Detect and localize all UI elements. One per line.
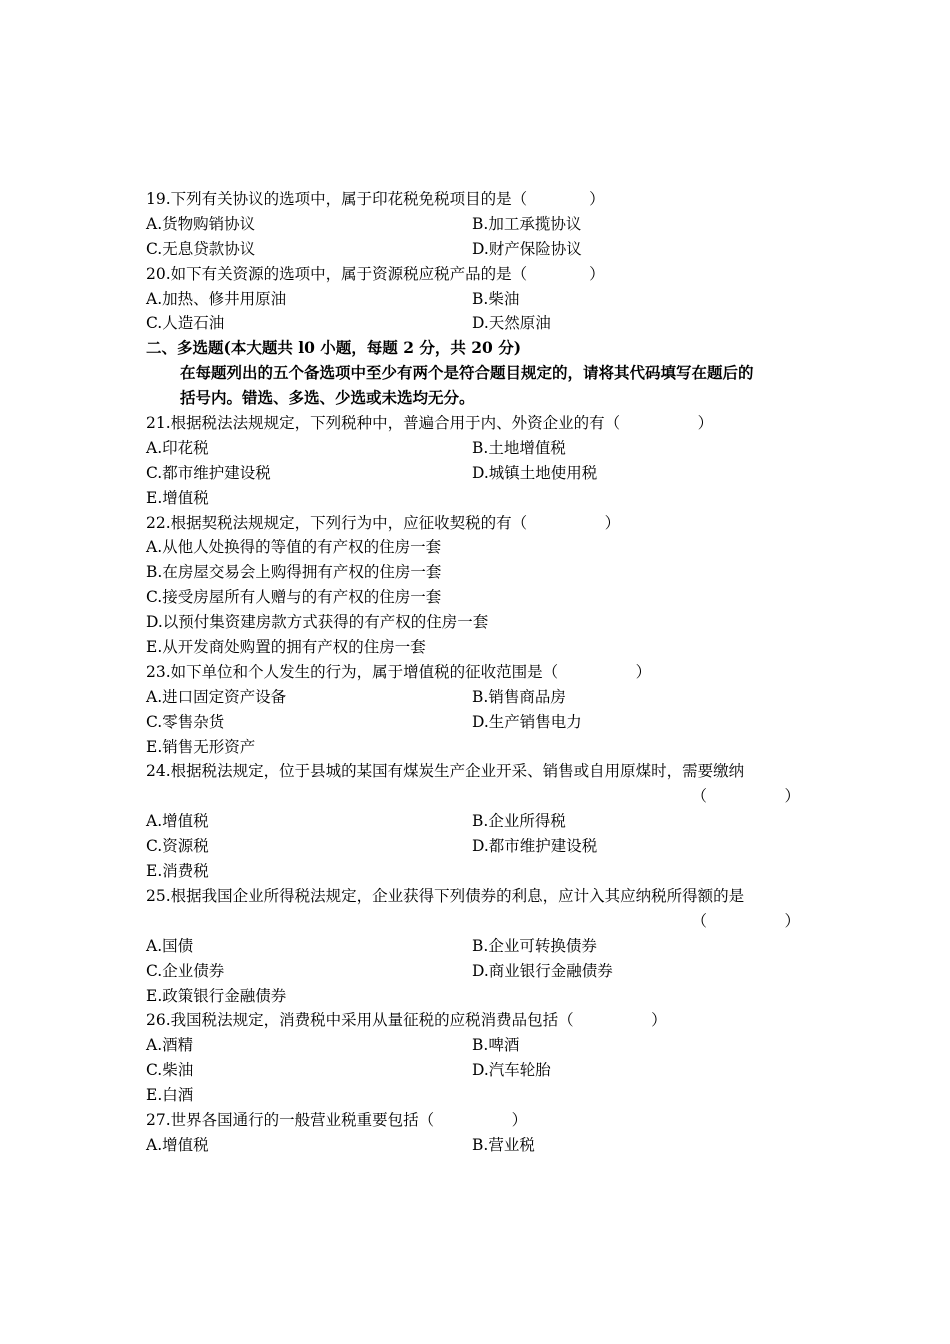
question-stem: 19.下列有关协议的选项中，属于印花税免税项目的是（ ）: [146, 190, 605, 208]
question-stem: 27.世界各国通行的一般营业税重要包括（ ）: [146, 1110, 528, 1129]
options-row: [146, 461, 806, 486]
option: A.从他人处换得的等值的有产权的住房一套: [146, 538, 442, 557]
options-row: [146, 311, 806, 336]
option: D.财产保险协议: [472, 239, 582, 258]
question-stem: 24.根据税法规定，位于县城的某国有煤炭生产企业开采、销售或自用原煤时，需要缴纳: [146, 762, 745, 781]
answer-parentheses-line: [146, 909, 806, 934]
option: D.以预付集资建房款方式获得的有产权的住房一套: [146, 613, 489, 632]
section-instructions: 在每题列出的五个备选项中至少有两个是符合题目规定的，请将其代码填写在题后的: [180, 363, 754, 383]
option: E.从开发商处购置的拥有产权的住房一套: [146, 638, 426, 657]
option: C.都市维护建设税: [146, 463, 271, 482]
option: A.酒精: [146, 1036, 194, 1055]
option: B.柴油: [472, 289, 520, 308]
section-title: 二、多选题(本大题共 l0 小题，每题 2 分，共 20 分): [146, 338, 522, 358]
option: B.在房屋交易会上购得拥有产权的住房一套: [146, 563, 442, 582]
exam-content: [146, 187, 806, 1158]
question-stem: 22.根据契税法规规定，下列行为中，应征收契税的有（ ）: [146, 513, 621, 532]
option: D.商业银行金融债券: [472, 961, 613, 980]
options-row: [146, 685, 806, 710]
section-instructions: 括号内。错选、多选、少选或未选均无分。: [180, 388, 475, 408]
options-row: [146, 809, 806, 834]
option: E.消费税: [146, 862, 209, 881]
answer-parentheses-line: [146, 784, 806, 809]
option: A.印花税: [146, 438, 209, 457]
option: B.啤酒: [472, 1036, 520, 1055]
question-stem: 20.如下有关资源的选项中，属于资源税应税产品的是（ ）: [146, 264, 605, 283]
option: E.白酒: [146, 1086, 194, 1105]
option: C.无息贷款协议: [146, 239, 256, 258]
options-row: [146, 710, 806, 735]
options-row: [146, 934, 806, 959]
options-row: [146, 237, 806, 262]
option: E.政策银行金融债券: [146, 986, 287, 1005]
option: B.销售商品房: [472, 687, 566, 706]
question-stem: 21.根据税法法规规定，下列税种中，普遍合用于内、外资企业的有（ ）: [146, 414, 714, 433]
option: D.城镇土地使用税: [472, 463, 598, 482]
options-row: [146, 959, 806, 984]
option: C.企业债券: [146, 961, 225, 980]
options-row: [146, 1133, 806, 1158]
option: C.接受房屋所有人赠与的有产权的住房一套: [146, 588, 442, 607]
option: A.增值税: [146, 1135, 209, 1154]
option: B.加工承揽协议: [472, 214, 582, 233]
option: E.增值税: [146, 488, 209, 507]
option: A.进口固定资产设备: [146, 687, 287, 706]
option: B.企业可转换债券: [472, 936, 597, 955]
option: A.国债: [146, 936, 194, 955]
options-row: [146, 287, 806, 312]
option: A.加热、修井用原油: [146, 289, 287, 308]
option: A.货物购销协议: [146, 214, 256, 233]
options-row: [146, 1033, 806, 1058]
option: D.汽车轮胎: [472, 1061, 551, 1080]
answer-parentheses: （ ）: [691, 787, 800, 806]
options-row: [146, 212, 806, 237]
option: D.都市维护建设税: [472, 837, 598, 856]
question-stem: 26.我国税法规定，消费税中采用从量征税的应税消费品包括（ ）: [146, 1011, 667, 1030]
option: E.销售无形资产: [146, 737, 256, 756]
option: B.企业所得税: [472, 812, 566, 831]
option: D.生产销售电力: [472, 712, 582, 731]
options-row: [146, 1058, 806, 1083]
option: B.营业税: [472, 1135, 535, 1154]
option: C.资源税: [146, 837, 209, 856]
option: A.增值税: [146, 812, 209, 831]
option: C.人造石油: [146, 314, 225, 333]
option: B.土地增值税: [472, 438, 566, 457]
answer-parentheses: （ ）: [691, 911, 800, 930]
options-row: [146, 436, 806, 461]
option: C.零售杂货: [146, 712, 225, 731]
option: C.柴油: [146, 1061, 194, 1080]
option: D.天然原油: [472, 314, 551, 333]
question-stem: 23.如下单位和个人发生的行为，属于增值税的征收范围是（ ）: [146, 662, 652, 681]
question-stem: 25.根据我国企业所得税法规定，企业获得下列债券的利息，应计入其应纳税所得额的是: [146, 886, 745, 905]
options-row: [146, 834, 806, 859]
